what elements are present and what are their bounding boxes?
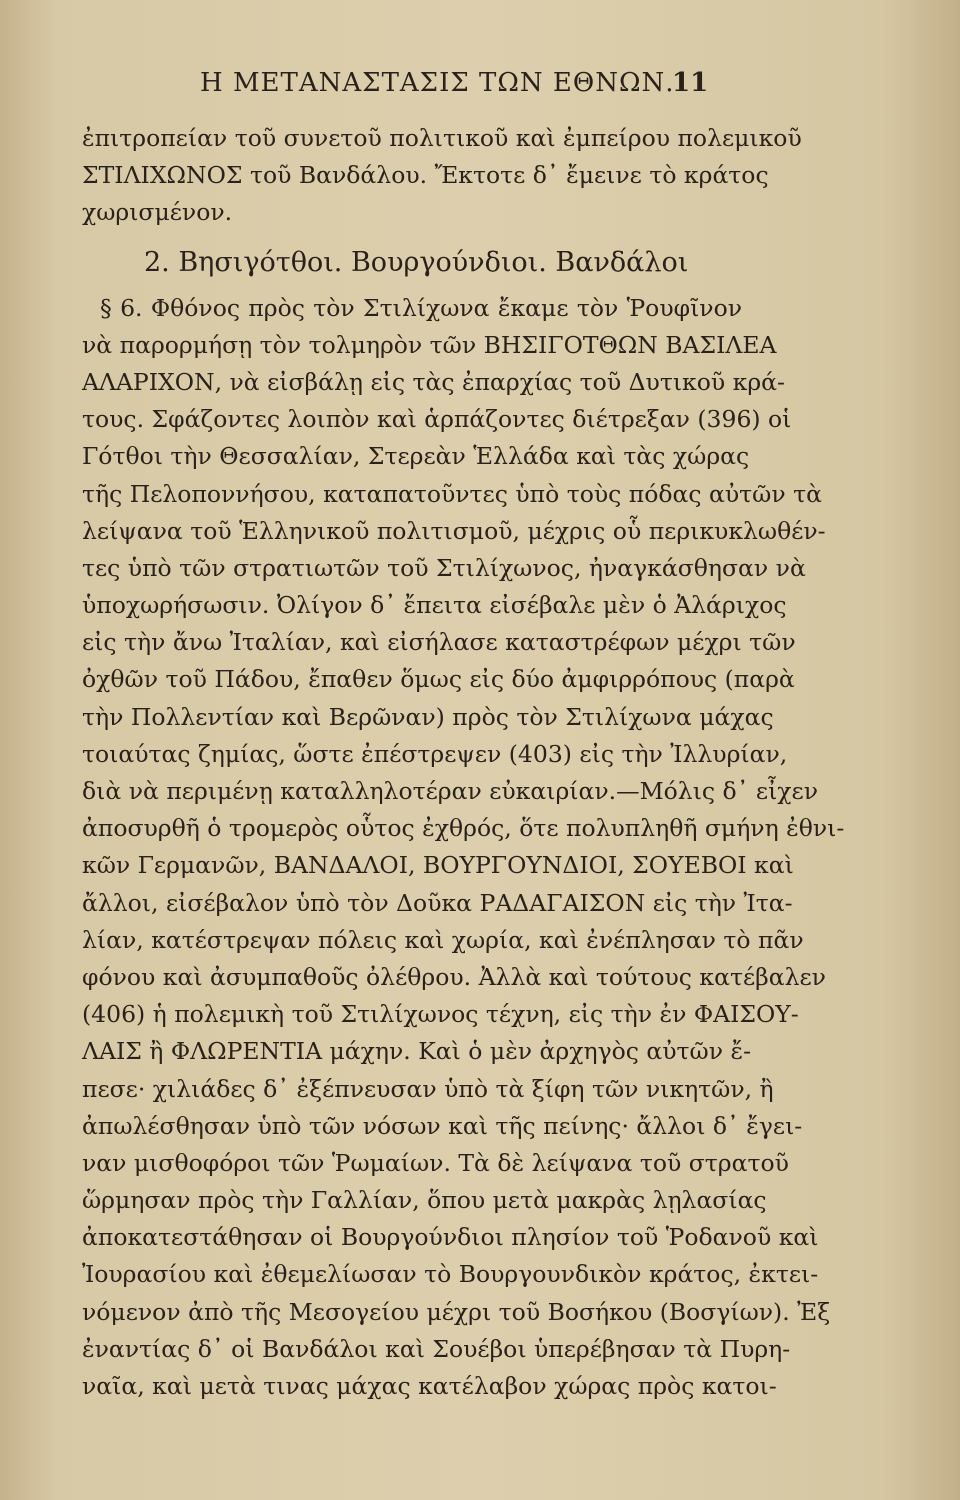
text-line: λίαν, κατέστρεψαν πόλεις καὶ χωρία, καὶ ἐνέπλησαν τὸ πᾶν [82, 925, 804, 954]
text-line: ἄλλοι, εἰσέβαλον ὑπὸ τὸν Δοῦκα ΡΑΔΑΓΑΙΣΟΝ εἰς τὴν Ἰτα- [82, 888, 793, 917]
text-line: ἀπωλέσθησαν ὑπὸ τῶν νόσων καὶ τῆς πείνης· ἄλλοι δ᾽ ἔγει- [82, 1111, 803, 1140]
page-header [0, 68, 960, 108]
text-line: τῆς Πελοποννήσου, καταπατοῦντες ὑπὸ τοὺς πόδας αὐτῶν τὰ [82, 479, 822, 508]
text-line: ΛΑΙΣ ἢ ΦΛΩΡΕΝΤΙΑ μάχην. Καὶ ὁ μὲν ἀρχηγὸς αὐτῶν ἔ- [82, 1037, 752, 1066]
text-line: § 6. Φθόνος πρὸς τὸν Στιλίχωνα ἔκαμε τὸν Ῥουφῖνον [100, 293, 742, 322]
body-text [82, 120, 845, 1405]
text-line: ὀχθῶν τοῦ Πάδου, ἔπαθεν ὅμως εἰς δύο ἀμφιρρόπους (παρὰ [82, 665, 795, 694]
text-line: (406) ἡ πολεμικὴ τοῦ Στιλίχωνος τέχνη, εἰς τὴν ἐν ΦΑΙΣΟΥ- [82, 1000, 799, 1029]
text-line: λείψανα τοῦ Ἑλληνικοῦ πολιτισμοῦ, μέχρις οὗ περικυκλωθέν- [82, 516, 826, 545]
text-line: ἀποκατεστάθησαν οἱ Βουργούνδιοι πλησίον τοῦ Ῥοδανοῦ καὶ [82, 1223, 819, 1252]
text-line: πεσε· χιλιάδες δ᾽ ἐξέπνευσαν ὑπὸ τὰ ξίφη τῶν νικητῶν, ἢ [82, 1074, 774, 1103]
text-line: φόνου καὶ ἀσυμπαθοῦς ὀλέθρου. Ἀλλὰ καὶ τούτους κατέβαλεν [82, 962, 826, 991]
running-title: Η ΜΕΤΑΝΑΣΤΑΣΙΣ ΤΩΝ ΕΘΝΩΝ. [200, 68, 675, 98]
text-line: τες ὑπὸ τῶν στρατιωτῶν τοῦ Στιλίχωνος, ἠναγκάσθησαν νὰ [82, 553, 806, 582]
text-line: διὰ νὰ περιμένῃ καταλληλοτέραν εὐκαιρίαν.—Μόλις δ᾽ εἶχεν [82, 777, 819, 805]
text-line: χωρισμένον. [82, 198, 233, 227]
text-line: κῶν Γερμανῶν, ΒΑΝΔΑΛΟΙ, ΒΟΥΡΓΟΥΝΔΙΟΙ, ΣΟΥΕΒΟΙ καὶ [82, 851, 794, 880]
text-line: τους. Σφάζοντες λοιπὸν καὶ ἁρπάζοντες διέτρεξαν (396) οἱ [82, 405, 792, 434]
text-line: τοιαύτας ζημίας, ὥστε ἐπέστρεψεν (403) εἰς τὴν Ἰλλυρίαν, [82, 739, 788, 768]
text-line: ΣΤΙΛΙΧΩΝΟΣ τοῦ Βανδάλου. Ἔκτοτε δ᾽ ἔμεινε τὸ κράτος [82, 161, 769, 190]
section-heading: 2. Βησιγότθοι. Βουργούνδιοι. Βανδάλοι [144, 246, 689, 278]
text-line: ἐναντίας δ᾽ οἱ Βανδάλοι καὶ Σουέβοι ὑπερέβησαν τὰ Πυρη- [82, 1334, 791, 1363]
text-line: ὑποχωρήσωσιν. Ὀλίγον δ᾽ ἔπειτα εἰσέβαλε μὲν ὁ Ἀλάριχος [82, 591, 787, 620]
text-line: Ἰουρασίου καὶ ἐθεμελίωσαν τὸ Βουργουνδικὸν κράτος, ἐκτει- [82, 1260, 819, 1289]
text-line: ἀποσυρθῆ ὁ τρομερὸς οὗτος ἐχθρός, ὅτε πολυπληθῆ σμήνη ἐθνι- [82, 814, 845, 843]
text-line: ΑΛΑΡΙΧΟΝ, νὰ εἰσβάλῃ εἰς τὰς ἐπαρχίας τοῦ Δυτικοῦ κρά- [82, 367, 785, 396]
text-line: ὥρμησαν πρὸς τὴν Γαλλίαν, ὅπου μετὰ μακρὰς λῃλασίας [82, 1186, 767, 1215]
text-line: εἰς τὴν ἄνω Ἰταλίαν, καὶ εἰσήλασε καταστρέφων μέχρι τῶν [82, 628, 796, 657]
text-line: ναῖα, καὶ μετὰ τινας μάχας κατέλαβον χώρας πρὸς κατοι- [82, 1372, 777, 1400]
text-line: ναν μισθοφόροι τῶν Ῥωμαίων. Τὰ δὲ λείψανα τοῦ στρατοῦ [82, 1148, 789, 1177]
text-line: ἐπιτροπείαν τοῦ συνετοῦ πολιτικοῦ καὶ ἐμπείρου πολεμικοῦ [82, 124, 802, 152]
text-line: Γότθοι τὴν Θεσσαλίαν, Στερεὰν Ἑλλάδα καὶ τὰς χώρας [82, 442, 750, 471]
text-line: νὰ παρορμήσῃ τὸν τολμηρὸν τῶν ΒΗΣΙΓΟΤΘΩΝ ΒΑΣΙΛΕΑ [82, 330, 777, 359]
text-line: τὴν Πολλεντίαν καὶ Βερῶναν) πρὸς τὸν Στιλίχωνα μάχας [82, 702, 774, 731]
text-line: νόμενον ἀπὸ τῆς Μεσογείου μέχρι τοῦ Βοσήκου (Βοσγίων). Ἐξ [82, 1297, 831, 1326]
page-number: 11 [672, 68, 709, 98]
